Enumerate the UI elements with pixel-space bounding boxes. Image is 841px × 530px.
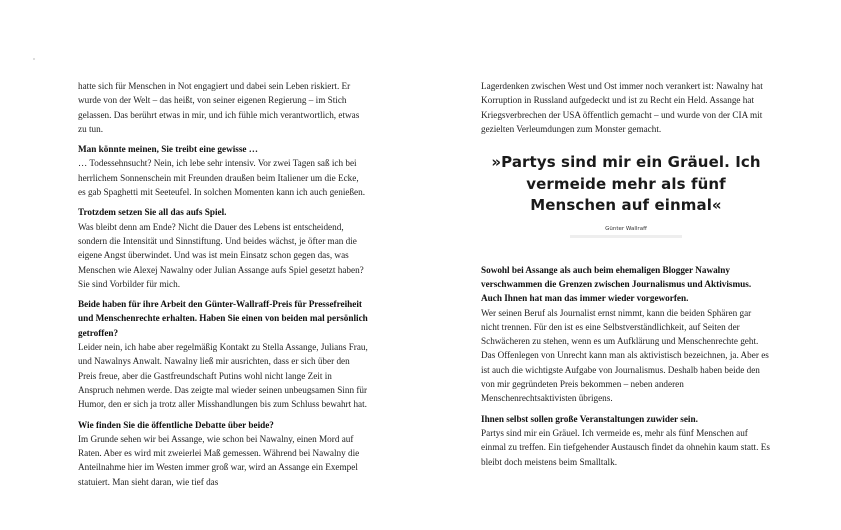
answer-text: Was bleibt denn am Ende? Nicht die Dauer des Lebens ist entscheidend, sondern die Intensität und Sinnstiftung. Und beides wächst, je öfter man die eigene Angst überwindet. Und was ist mein Einsatz schon gegen das, was Menschen wie Alexej Nawalny oder Julian Assange aufs Spiel gesetzt haben? Sie sind Vorbilder für mich. bbox=[78, 221, 364, 289]
qa-block bbox=[78, 205, 368, 291]
left-text-column bbox=[78, 79, 368, 495]
right-page bbox=[440, 0, 840, 530]
pull-quote bbox=[481, 152, 771, 238]
pull-quote-text: »Partys sind mir ein Gräuel. Ich vermeide mehr als fünf Menschen auf einmal« bbox=[491, 153, 761, 215]
answer-text: hatte sich für Menschen in Not engagiert und dabei sein Leben riskiert. Er wurde von der Welt – das heißt, von seiner eigenen Regierung – im Stich gelassen. Das berührt etwas in mir, und ich fühle mich verantwortlich, etwas zu tun. bbox=[78, 81, 360, 134]
question-text: Wie finden Sie die öffentliche Debatte über beide? bbox=[78, 419, 274, 430]
intro-text: Lagerdenken zwischen West und Ost immer noch verankert ist: Nawalny hat Korruption in Russland aufgedeckt und ist zu Recht ein Held. Assange hat Kriegsverbrechen der USA öffentlich gemacht – und wurde von der CIA mit gezielten Verleumdungen zum Monster gemacht. bbox=[481, 81, 763, 134]
pull-quote-author: Günter Wallraff bbox=[570, 226, 682, 238]
qa-block bbox=[78, 418, 368, 489]
paragraph bbox=[78, 79, 368, 136]
question-text: Beide haben für ihre Arbeit den Günter-Wallraff-Preis für Pressefreiheit und Menschenrechte erhalten. Haben Sie einen von beiden mal persönlich getroffen? bbox=[78, 299, 368, 338]
qa-block bbox=[481, 412, 771, 469]
question-text: Ihnen selbst sollen große Veranstaltungen zuwider sein. bbox=[481, 413, 698, 424]
paragraph bbox=[481, 79, 771, 136]
qa-block bbox=[481, 263, 771, 406]
left-page bbox=[0, 0, 400, 530]
answer-text: Partys sind mir ein Gräuel. Ich vermeide es, mehr als fünf Menschen auf einmal zu treffen. Ein tiefgehender Austausch findet da ohnehin kaum statt. Es bleibt doch meistens beim Smalltalk. bbox=[481, 427, 770, 467]
answer-text: Leider nein, ich habe aber regelmäßig Kontakt zu Stella Assange, Julians Frau, und Nawalnys Anwalt. Nawalny ließ mir ausrichten, dass er sich über den Preis freue, aber die Gastfreundschaft Putins wohl nicht lange Zeit in Anspruch nehmen werde. Das zeigte mal wieder seinen unbeugsamen Sinn für Humor, den er sich ja trotz aller Misshandlungen bis zum Schluss bewahrt hat. bbox=[78, 342, 368, 410]
question-text: Trotzdem setzen Sie all das aufs Spiel. bbox=[78, 207, 227, 218]
question-text: Sowohl bei Assange als auch beim ehemaligen Blogger Nawalny verschwammen die Grenzen zwischen Journalismus und Aktivismus. Auch Ihnen hat man das immer wieder vorgeworfen. bbox=[481, 264, 752, 304]
answer-text: Wer seinen Beruf als Journalist ernst nimmt, kann die beiden Sphären gar nicht trennen. Für den ist es eine Selbstverständlichkeit, auf Seiten der Schwächeren zu stehen, wenn es um Aufklärung und Menschenrechte geht. Das Offenlegen von Unrecht kann man als aktivistisch bezeichnen, ja. Aber es ist auch die wichtigste Aufgabe von Journalismus. Deshalb haben beide den von mir gegründeten Preis bekommen – neben anderen Menschenrechtsaktivisten übrigens. bbox=[481, 307, 769, 404]
answer-text: Im Grunde sehen wir bei Assange, wie schon bei Nawalny, einen Mord auf Raten. Aber es wird mit zweierlei Maß gemessen. Während bei Nawalny die Anteilnahme hier im Westen immer groß war, wird an Assange ein Exempel statuiert. Man sieht daran, wie tief das bbox=[78, 433, 360, 487]
page-corner-mark bbox=[33, 58, 35, 60]
qa-block bbox=[78, 297, 368, 411]
qa-block bbox=[78, 142, 368, 199]
right-text-column bbox=[481, 79, 771, 475]
question-text: Man könnte meinen, Sie treibt eine gewisse … bbox=[78, 144, 258, 155]
spacer bbox=[481, 238, 771, 263]
answer-text: … Todessehnsucht? Nein, ich lebe sehr intensiv. Vor zwei Tagen saß ich bei herrlichem Sonnenschein mit Freunden draußen beim Italiener um die Ecke, es gab Spaghetti mit Seeteufel. In solchen Momenten kann ich auch genießen. bbox=[78, 158, 366, 198]
